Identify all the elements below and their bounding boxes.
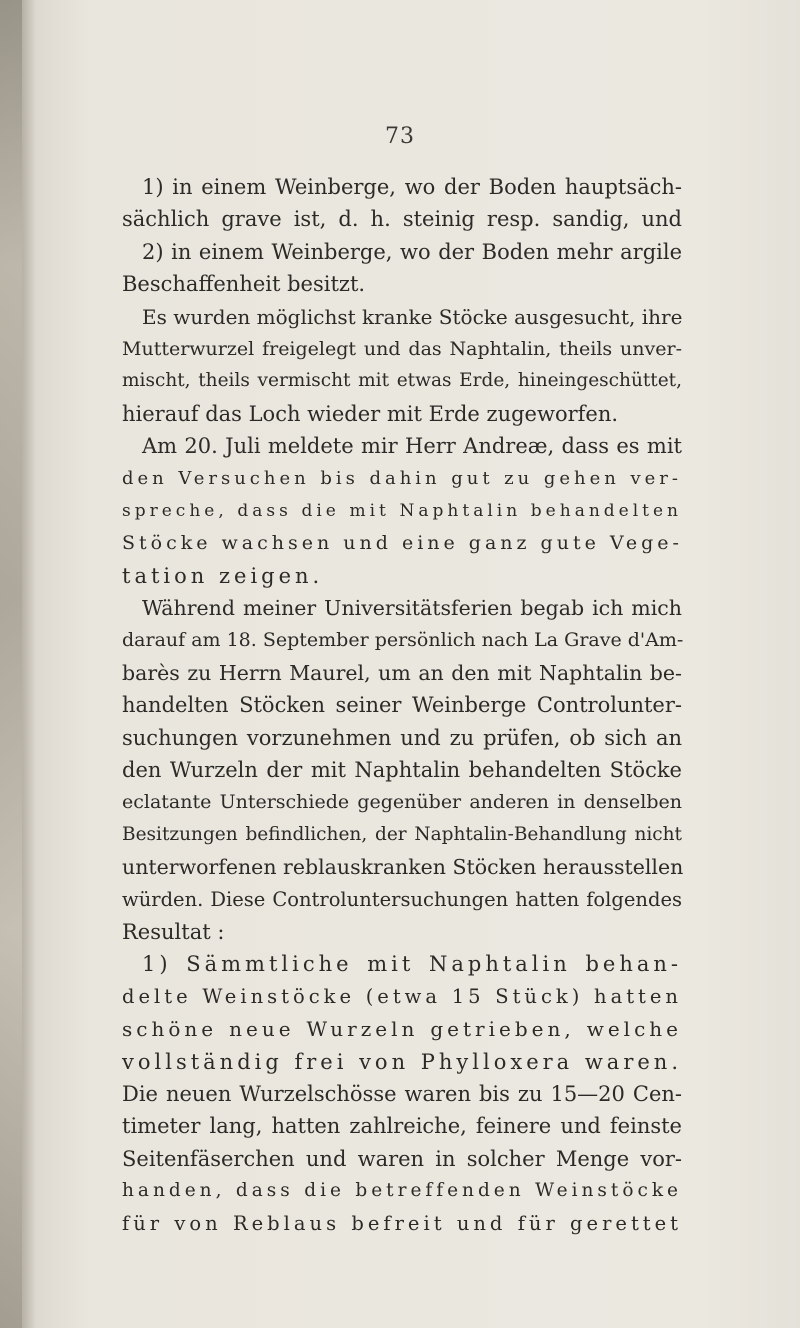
binding-gutter — [0, 0, 22, 1328]
body-text — [122, 171, 682, 1240]
text-line: darauf am 18. September persönlich nach La Grave d'Am- — [122, 629, 684, 652]
text-line: suchungen vorzunehmen und zu prüfen, ob sich an — [122, 725, 682, 750]
text-line: Mutterwurzel freigelegt und das Naphtalin, theils unver- — [122, 337, 682, 360]
text-line: timeter lang, hatten zahlreiche, feinere und feinste — [122, 1114, 682, 1139]
text-line: tation zeigen. — [122, 563, 324, 588]
text-line: eclatante Unterschiede gegenüber anderen in denselben — [122, 791, 682, 814]
text-line: den Wurzeln der mit Naphtalin behandelten Stöcke — [122, 758, 682, 783]
page-number: 73 — [385, 124, 415, 149]
text-line: schöne neue Wurzeln getrieben, welche — [122, 1017, 682, 1042]
text-line: mischt, theils vermischt mit etwas Erde, hineingeschüttet, — [122, 370, 682, 392]
text-line: 1) Sämmtliche mit Naphtalin behan- — [142, 952, 682, 977]
text-line: den Versuchen bis dahin gut zu gehen ver- — [122, 467, 682, 489]
text-line: Beschaffenheit besitzt. — [122, 272, 366, 297]
text-line: handen, dass die betreffenden Weinstöcke — [122, 1180, 682, 1202]
text-line: Stöcke wachsen und eine ganz gute Vege- — [122, 532, 683, 555]
text-line: Resultat : — [122, 919, 225, 944]
text-line: Es wurden möglichst kranke Stöcke ausgesucht, ihre — [142, 304, 683, 329]
text-line: delte Weinstöcke (etwa 15 Stück) hatten — [122, 984, 682, 1008]
text-line: hierauf das Loch wieder mit Erde zugeworfen. — [122, 401, 619, 426]
text-line: spreche, dass die mit Naphtalin behandelten — [122, 500, 682, 521]
binding-shadow — [22, 0, 36, 1328]
text-line: Während meiner Universitätsferien begab ich mich — [142, 596, 682, 621]
text-line: Besitzungen befindlichen, der Naphtalin-Behandlung nicht — [122, 823, 682, 845]
text-line: barès zu Herrn Maurel, um an den mit Naphtalin be- — [122, 660, 682, 685]
text-line: 2) in einem Weinberge, wo der Boden mehr argile — [142, 239, 682, 264]
text-line: Die neuen Wurzelschösse waren bis zu 15—20 Cen- — [122, 1081, 682, 1106]
text-line: für von Reblaus befreit und für gerettet — [122, 1211, 682, 1235]
text-line: würden. Diese Controluntersuchungen hatten folgendes — [122, 887, 682, 911]
text-line: handelten Stöcken seiner Weinberge Controlunter- — [122, 693, 682, 718]
text-line: unterworfenen reblauskranken Stöcken herausstellen — [122, 855, 684, 880]
text-line: Seitenfäserchen und waren in solcher Menge vor- — [122, 1146, 682, 1171]
text-line: sächlich grave ist, d. h. steinig resp. sandig, und — [122, 207, 682, 232]
text-line: 1) in einem Weinberge, wo der Boden hauptsäch- — [142, 175, 682, 199]
text-line: vollständig frei von Phylloxera waren. — [122, 1049, 682, 1074]
text-line: Am 20. Juli meldete mir Herr Andreæ, dass es mit — [142, 434, 682, 459]
